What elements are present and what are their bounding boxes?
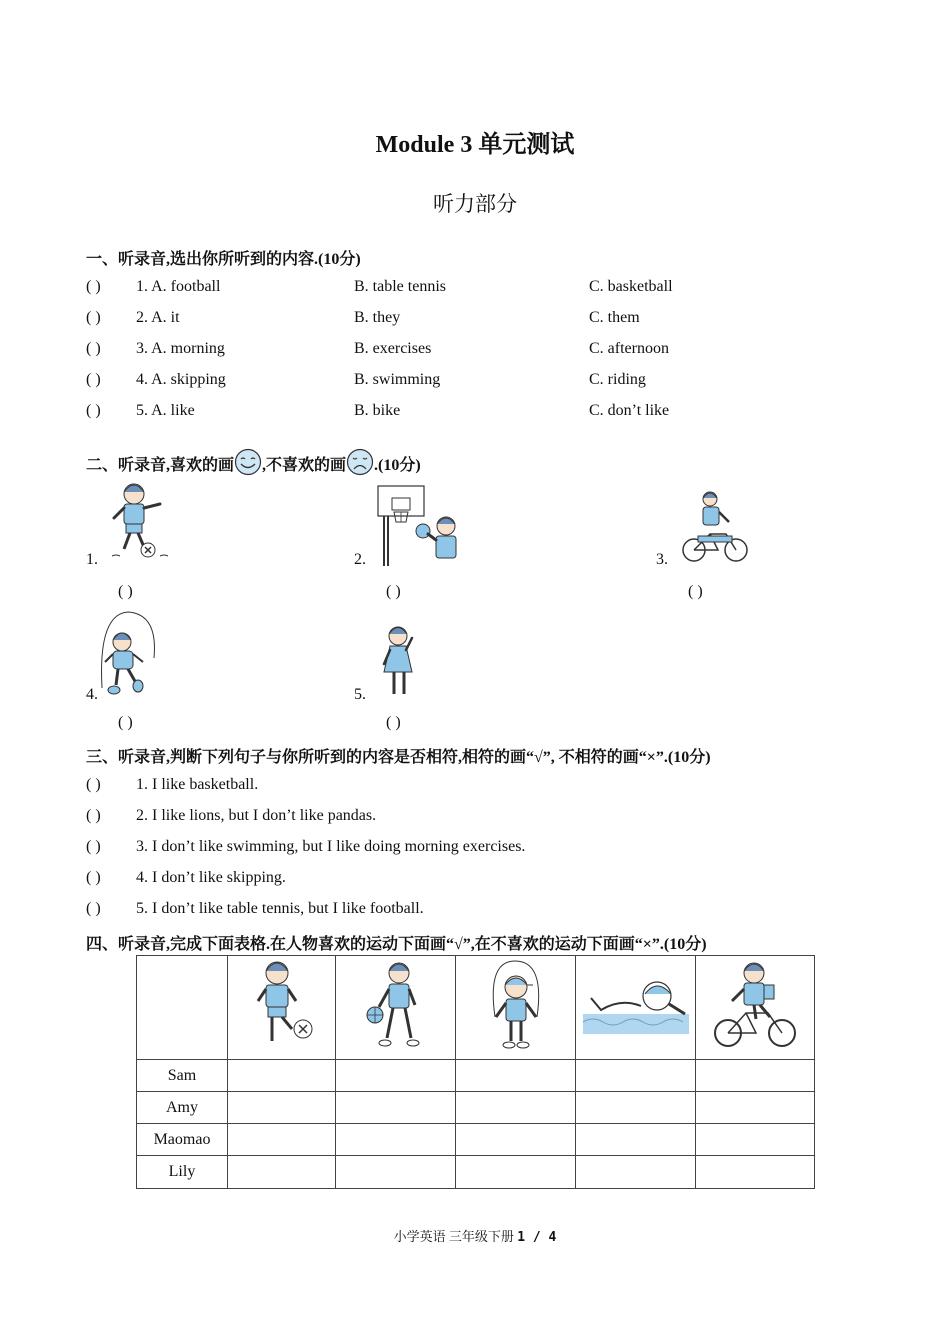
judge-paren[interactable]: ( )	[86, 776, 101, 793]
student-name: Amy	[137, 1092, 228, 1124]
sad-face-icon	[346, 448, 374, 476]
answer-cell[interactable]	[696, 1060, 815, 1092]
answer-cell[interactable]	[336, 1124, 456, 1156]
option-a: 1. A. football	[136, 278, 221, 295]
picture-paren[interactable]: ( )	[386, 583, 401, 600]
picture-paren[interactable]: ( )	[118, 583, 133, 600]
option-c: C. basketball	[589, 278, 673, 295]
picture-paren[interactable]: ( )	[688, 583, 703, 600]
section3-heading: 三、听录音,判断下列句子与你所听到的内容是否相符,相符的画“√”, 不相符的画“×”.(10分)	[86, 749, 711, 766]
answer-cell[interactable]	[696, 1124, 815, 1156]
option-a: 5. A. like	[136, 402, 195, 419]
boy-riding-bike-icon	[680, 490, 750, 569]
question-paren[interactable]: ( )	[86, 371, 101, 388]
girl-waving-icon	[374, 624, 424, 705]
answer-cell[interactable]	[456, 1156, 576, 1189]
student-name: Sam	[137, 1060, 228, 1092]
sports-table	[136, 955, 815, 1189]
answer-cell[interactable]	[456, 1092, 576, 1124]
basketball-icon	[361, 959, 431, 1051]
judge-sentence: 1. I like basketball.	[136, 776, 259, 793]
option-b: B. swimming	[354, 371, 441, 388]
answer-cell[interactable]	[228, 1060, 336, 1092]
boy-kicking-football-icon	[104, 480, 178, 569]
picture-number: 2.	[354, 551, 366, 568]
section2-heading-b: ,不喜欢的画	[262, 457, 347, 474]
option-a: 2. A. it	[136, 309, 180, 326]
section4-heading: 四、听录音,完成下面表格.在人物喜欢的运动下面画“√”,在不喜欢的运动下面画“×”.(10分)	[86, 936, 707, 953]
smiley-face-icon	[234, 448, 262, 476]
answer-cell[interactable]	[456, 1060, 576, 1092]
sport-header-football	[228, 956, 336, 1060]
judge-sentence: 2. I like lions, but I don’t like pandas.	[136, 807, 377, 824]
question-paren[interactable]: ( )	[86, 402, 101, 419]
section2-heading	[86, 448, 421, 476]
skipping-icon	[481, 957, 551, 1053]
answer-cell[interactable]	[336, 1156, 456, 1189]
picture-paren[interactable]: ( )	[118, 714, 133, 731]
answer-cell[interactable]	[696, 1156, 815, 1189]
picture-paren[interactable]: ( )	[386, 714, 401, 731]
page-subtitle: 听力部分	[433, 192, 517, 216]
judge-paren[interactable]: ( )	[86, 869, 101, 886]
option-c: C. afternoon	[589, 340, 669, 357]
boy-playing-basketball-icon	[376, 484, 464, 571]
page-title: Module 3 单元测试	[375, 132, 575, 158]
answer-cell[interactable]	[696, 1092, 815, 1124]
answer-cell[interactable]	[228, 1124, 336, 1156]
sport-header-swimming	[576, 956, 696, 1060]
picture-number: 4.	[86, 686, 98, 703]
answer-cell[interactable]	[576, 1060, 696, 1092]
section2-heading-a: 二、听录音,喜欢的画	[86, 457, 235, 474]
picture-number: 1.	[86, 551, 98, 568]
question-paren[interactable]: ( )	[86, 340, 101, 357]
page-number: 1 / 4	[517, 1230, 557, 1245]
judge-sentence: 4. I don’t like skipping.	[136, 869, 286, 886]
option-b: B. bike	[354, 402, 401, 419]
judge-paren[interactable]: ( )	[86, 900, 101, 917]
answer-cell[interactable]	[576, 1092, 696, 1124]
judge-sentence: 5. I don’t like table tennis, but I like football.	[136, 900, 424, 917]
answer-cell[interactable]	[336, 1060, 456, 1092]
option-b: B. exercises	[354, 340, 432, 357]
option-b: B. table tennis	[354, 278, 446, 295]
girl-skipping-rope-icon	[98, 608, 162, 705]
picture-number: 5.	[354, 686, 366, 703]
answer-cell[interactable]	[576, 1124, 696, 1156]
page-footer	[0, 1226, 950, 1245]
student-name: Maomao	[137, 1124, 228, 1156]
answer-cell[interactable]	[228, 1092, 336, 1124]
option-a: 3. A. morning	[136, 340, 225, 357]
section1-heading: 一、听录音,选出你所听到的内容.(10分)	[86, 251, 361, 268]
question-paren[interactable]: ( )	[86, 309, 101, 326]
answer-cell[interactable]	[456, 1124, 576, 1156]
option-c: C. them	[589, 309, 640, 326]
footer-text: 小学英语 三年级下册	[393, 1229, 514, 1244]
question-paren[interactable]: ( )	[86, 278, 101, 295]
swimming-icon	[581, 970, 691, 1040]
cycling-icon	[710, 959, 800, 1051]
judge-paren[interactable]: ( )	[86, 838, 101, 855]
table-corner-cell	[137, 956, 228, 1060]
option-a: 4. A. skipping	[136, 371, 226, 388]
option-b: B. they	[354, 309, 401, 326]
sport-header-basketball	[336, 956, 456, 1060]
answer-cell[interactable]	[336, 1092, 456, 1124]
student-name: Lily	[137, 1156, 228, 1189]
answer-cell[interactable]	[576, 1156, 696, 1189]
option-c: C. don’t like	[589, 402, 670, 419]
section2-heading-c: .(10分)	[374, 457, 421, 474]
judge-sentence: 3. I don’t like swimming, but I like doing morning exercises.	[136, 838, 526, 855]
sport-header-cycling	[696, 956, 815, 1060]
answer-cell[interactable]	[228, 1156, 336, 1189]
option-c: C. riding	[589, 371, 646, 388]
picture-number: 3.	[656, 551, 668, 568]
football-icon	[247, 959, 317, 1051]
sport-header-skipping	[456, 956, 576, 1060]
judge-paren[interactable]: ( )	[86, 807, 101, 824]
